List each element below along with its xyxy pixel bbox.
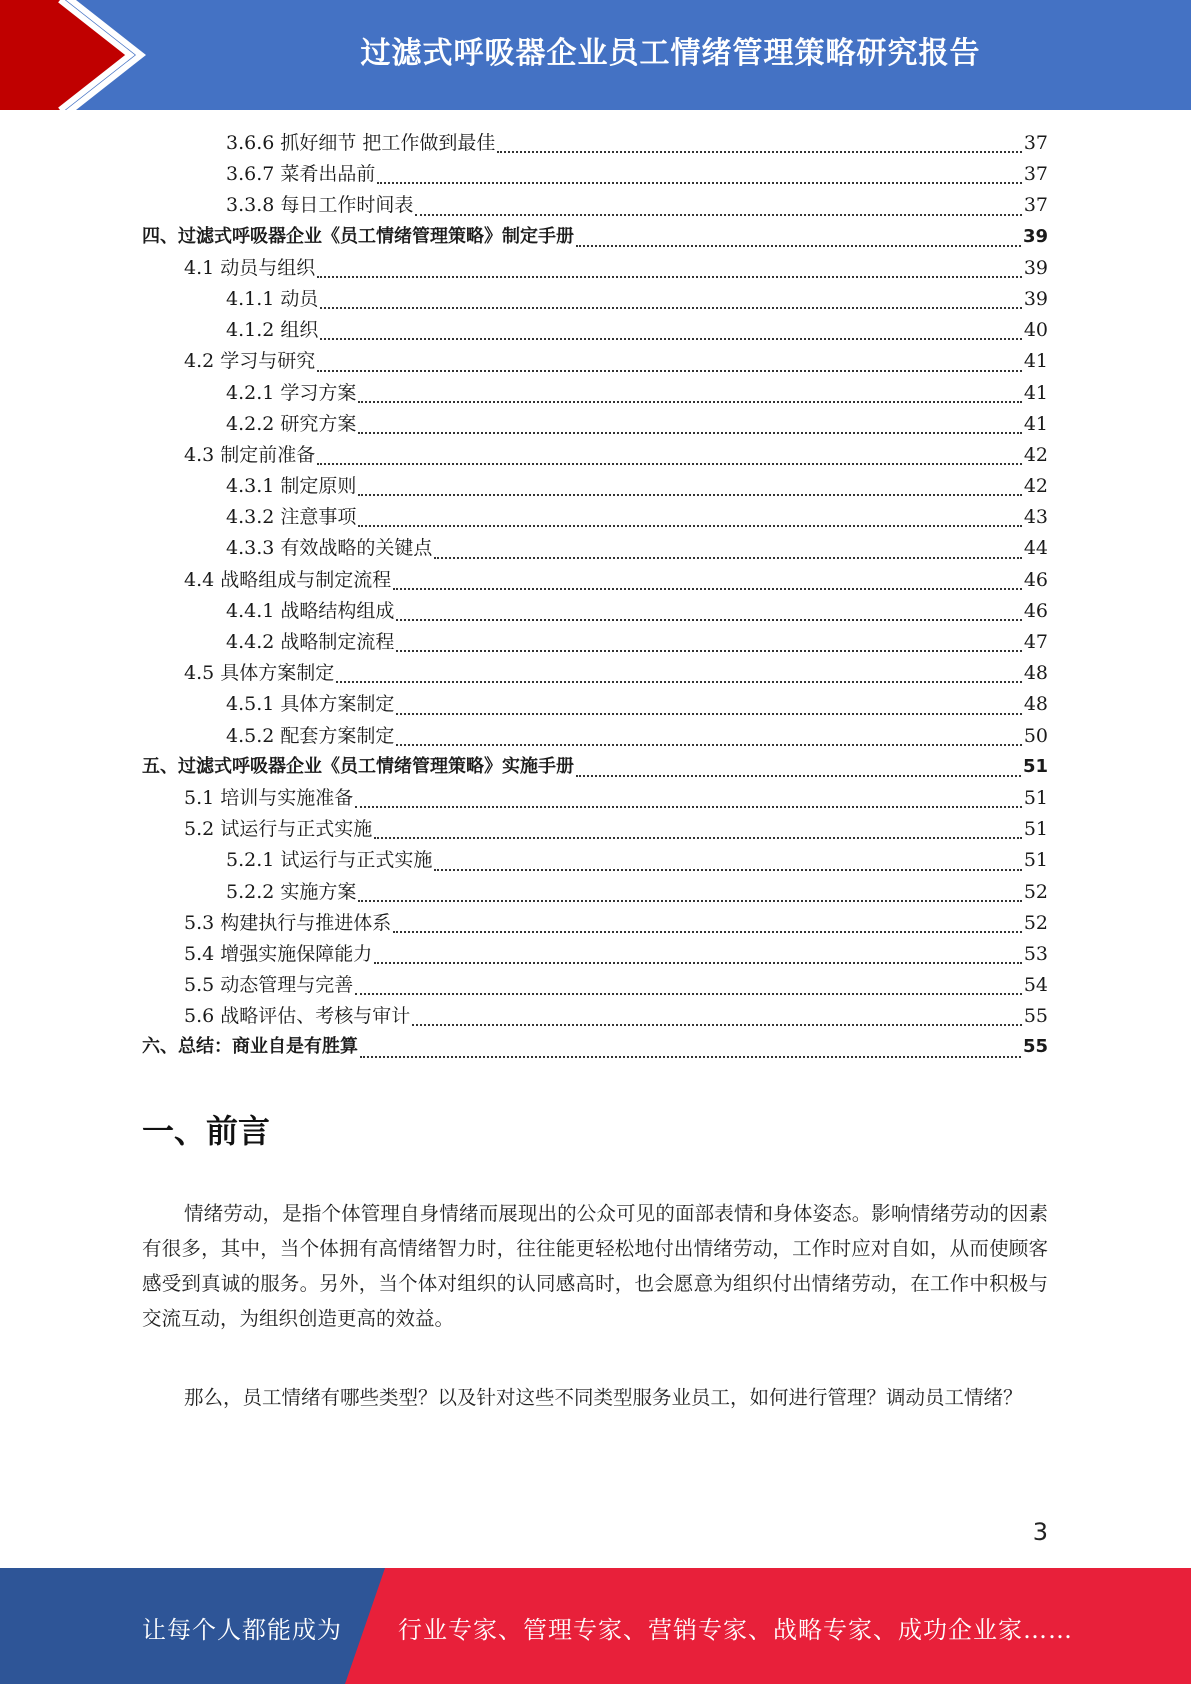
toc-entry-page: 54	[1023, 974, 1048, 997]
toc-entry-page: 47	[1023, 631, 1048, 653]
toc-entry[interactable]	[142, 409, 1048, 440]
toc-entry-page: 42	[1023, 443, 1048, 466]
table-of-contents	[142, 128, 1048, 1064]
toc-entry-label: 4.3.1 制定原则	[226, 475, 357, 498]
toc-entry-label: 5.2.2 实施方案	[226, 880, 357, 903]
toc-entry-page: 41	[1023, 381, 1048, 404]
toc-leader-dots	[396, 744, 1021, 746]
toc-entry-page: 39	[1023, 287, 1048, 310]
toc-entry-page: 37	[1023, 163, 1048, 186]
toc-entry-label: 4.1 动员与组织	[184, 256, 316, 279]
toc-entry[interactable]	[142, 845, 1048, 876]
toc-entry-label: 4.2.1 学习方案	[226, 381, 357, 404]
toc-leader-dots	[358, 525, 1021, 527]
toc-entry-label: 4.4 战略组成与制定流程	[184, 568, 392, 591]
page-header	[0, 0, 1191, 110]
toc-leader-dots	[393, 588, 1022, 590]
toc-entry-label: 5.2 试运行与正式实施	[184, 818, 373, 841]
toc-leader-dots	[576, 775, 1021, 777]
toc-leader-dots	[434, 869, 1021, 871]
toc-entry[interactable]	[142, 627, 1048, 658]
toc-leader-dots	[320, 338, 1021, 340]
toc-entry-label: 五、过滤式呼吸器企业《员工情绪管理策略》实施手册	[142, 755, 574, 777]
toc-entry[interactable]	[142, 814, 1048, 845]
toc-entry-page: 37	[1023, 194, 1048, 217]
toc-entry[interactable]	[142, 658, 1048, 689]
toc-entry-page: 41	[1023, 412, 1048, 435]
toc-entry[interactable]	[142, 1032, 1048, 1063]
toc-entry[interactable]	[142, 190, 1048, 221]
toc-leader-dots	[355, 806, 1022, 808]
toc-entry-page: 52	[1023, 880, 1048, 903]
toc-leader-dots	[358, 401, 1021, 403]
toc-entry[interactable]	[142, 877, 1048, 908]
toc-leader-dots	[317, 276, 1022, 278]
toc-leader-dots	[374, 837, 1022, 839]
toc-entry-label: 4.5.1 具体方案制定	[226, 693, 395, 716]
toc-entry-label: 4.2 学习与研究	[184, 350, 316, 373]
toc-entry-page: 39	[1022, 225, 1048, 247]
toc-entry-label: 5.2.1 试运行与正式实施	[226, 849, 433, 872]
toc-leader-dots	[360, 1056, 1021, 1058]
toc-entry-page: 46	[1023, 599, 1048, 622]
toc-leader-dots	[434, 557, 1021, 559]
toc-entry-page: 48	[1023, 693, 1048, 716]
toc-entry-label: 5.5 动态管理与完善	[184, 974, 354, 997]
toc-leader-dots	[358, 432, 1021, 434]
toc-leader-dots	[358, 494, 1021, 496]
toc-entry-label: 5.4 增强实施保障能力	[184, 942, 373, 965]
toc-entry-label: 4.4.2 战略制定流程	[226, 631, 395, 653]
toc-entry-page: 53	[1023, 942, 1048, 965]
toc-leader-dots	[393, 931, 1022, 933]
toc-entry-page: 43	[1023, 506, 1048, 529]
section-title: 一、前言	[142, 1112, 271, 1150]
toc-entry[interactable]	[142, 471, 1048, 502]
toc-entry-label: 4.1.2 组织	[226, 319, 319, 342]
toc-entry-label: 4.3 制定前准备	[184, 443, 316, 466]
toc-entry[interactable]	[142, 502, 1048, 533]
footer-slogan-right: 行业专家、管理专家、营销专家、战略专家、成功企业家……	[398, 1616, 1073, 1644]
toc-entry-page: 46	[1023, 568, 1048, 591]
toc-leader-dots	[317, 463, 1022, 465]
toc-entry-page: 51	[1023, 786, 1048, 809]
toc-entry[interactable]	[142, 721, 1048, 752]
toc-entry-label: 4.1.1 动员	[226, 287, 319, 310]
toc-entry-label: 3.6.7 菜肴出品前	[226, 163, 376, 186]
toc-entry-page: 50	[1023, 724, 1048, 747]
toc-entry[interactable]	[142, 222, 1048, 253]
toc-entry-label: 5.3 构建执行与推进体系	[184, 911, 392, 934]
toc-entry[interactable]	[142, 128, 1048, 159]
toc-entry[interactable]	[142, 346, 1048, 377]
toc-entry-label: 5.6 战略评估、考核与审计	[184, 1005, 411, 1028]
toc-entry-label: 3.3.8 每日工作时间表	[226, 194, 414, 217]
toc-entry-label: 六、总结：商业自是有胜算	[142, 1036, 358, 1058]
toc-leader-dots	[336, 681, 1022, 683]
toc-entry[interactable]	[142, 253, 1048, 284]
toc-entry-page: 39	[1023, 256, 1048, 279]
toc-leader-dots	[320, 307, 1021, 309]
toc-entry[interactable]	[142, 752, 1048, 783]
toc-entry-label: 5.1 培训与实施准备	[184, 786, 354, 809]
toc-entry[interactable]	[142, 565, 1048, 596]
toc-entry[interactable]	[142, 159, 1048, 190]
toc-entry-page: 42	[1023, 475, 1048, 498]
toc-entry[interactable]	[142, 970, 1048, 1001]
toc-leader-dots	[355, 993, 1022, 995]
toc-entry[interactable]	[142, 315, 1048, 346]
toc-entry-label: 4.5.2 配套方案制定	[226, 724, 395, 747]
toc-entry-label: 4.5 具体方案制定	[184, 662, 335, 685]
toc-entry-label: 4.3.2 注意事项	[226, 506, 357, 529]
toc-entry[interactable]	[142, 939, 1048, 970]
toc-entry-page: 48	[1023, 662, 1048, 685]
toc-entry[interactable]	[142, 378, 1048, 409]
toc-entry-label: 3.6.6 抓好细节 把工作做到最佳	[226, 132, 496, 154]
page-number: 3	[1032, 1518, 1048, 1546]
toc-entry-page: 40	[1023, 319, 1048, 342]
toc-entry-page: 44	[1023, 537, 1048, 560]
toc-leader-dots	[358, 900, 1021, 902]
toc-entry-page: 37	[1023, 132, 1048, 154]
toc-leader-dots	[497, 151, 1021, 153]
toc-leader-dots	[374, 962, 1022, 964]
toc-leader-dots	[396, 619, 1021, 621]
toc-entry-page: 55	[1022, 1036, 1048, 1058]
toc-entry[interactable]	[142, 689, 1048, 720]
toc-entry[interactable]	[142, 908, 1048, 939]
toc-entry-page: 51	[1023, 849, 1048, 872]
paragraph: 那么，员工情绪有哪些类型？以及针对这些不同类型服务业员工，如何进行管理？调动员工情绪？	[184, 1386, 1023, 1409]
toc-entry[interactable]	[142, 284, 1048, 315]
toc-entry[interactable]	[142, 440, 1048, 471]
toc-entry-page: 51	[1022, 755, 1048, 777]
toc-entry-page: 52	[1023, 911, 1048, 934]
toc-entry-label: 4.4.1 战略结构组成	[226, 599, 395, 622]
toc-entry[interactable]	[142, 533, 1048, 564]
paragraph: 情绪劳动，是指个体管理自身情绪而展现出的公众可见的面部表情和身体姿态。影响情绪劳动的因素有很多，其中，当个体拥有高情绪智力时，往往能更轻松地付出情绪劳动，工作时应对自如，从而使顾客感受到真诚的服务。另外，当个体对组织的认同感高时，也会愿意为组织付出情绪劳动，在工作中积极与交流互动，为组织创造更高的效益。	[142, 1202, 1048, 1330]
toc-leader-dots	[396, 650, 1021, 652]
toc-entry[interactable]	[142, 783, 1048, 814]
toc-leader-dots	[576, 245, 1021, 247]
toc-entry[interactable]	[142, 1001, 1048, 1032]
toc-leader-dots	[377, 182, 1021, 184]
toc-entry-page: 41	[1023, 350, 1048, 373]
toc-leader-dots	[412, 1024, 1022, 1026]
toc-entry-label: 4.3.3 有效战略的关键点	[226, 537, 433, 560]
toc-leader-dots	[396, 713, 1021, 715]
header-title: 过滤式呼吸器企业员工情绪管理策略研究报告	[360, 36, 981, 71]
toc-leader-dots	[415, 214, 1021, 216]
page-footer	[0, 1568, 1191, 1684]
footer-slogan-left: 让每个人都能成为	[142, 1616, 342, 1644]
toc-entry-page: 51	[1023, 818, 1048, 841]
toc-entry-label: 4.2.2 研究方案	[226, 412, 357, 435]
toc-entry-page: 55	[1023, 1005, 1048, 1028]
toc-leader-dots	[317, 370, 1022, 372]
toc-entry-label: 四、过滤式呼吸器企业《员工情绪管理策略》制定手册	[142, 225, 574, 247]
toc-entry[interactable]	[142, 596, 1048, 627]
